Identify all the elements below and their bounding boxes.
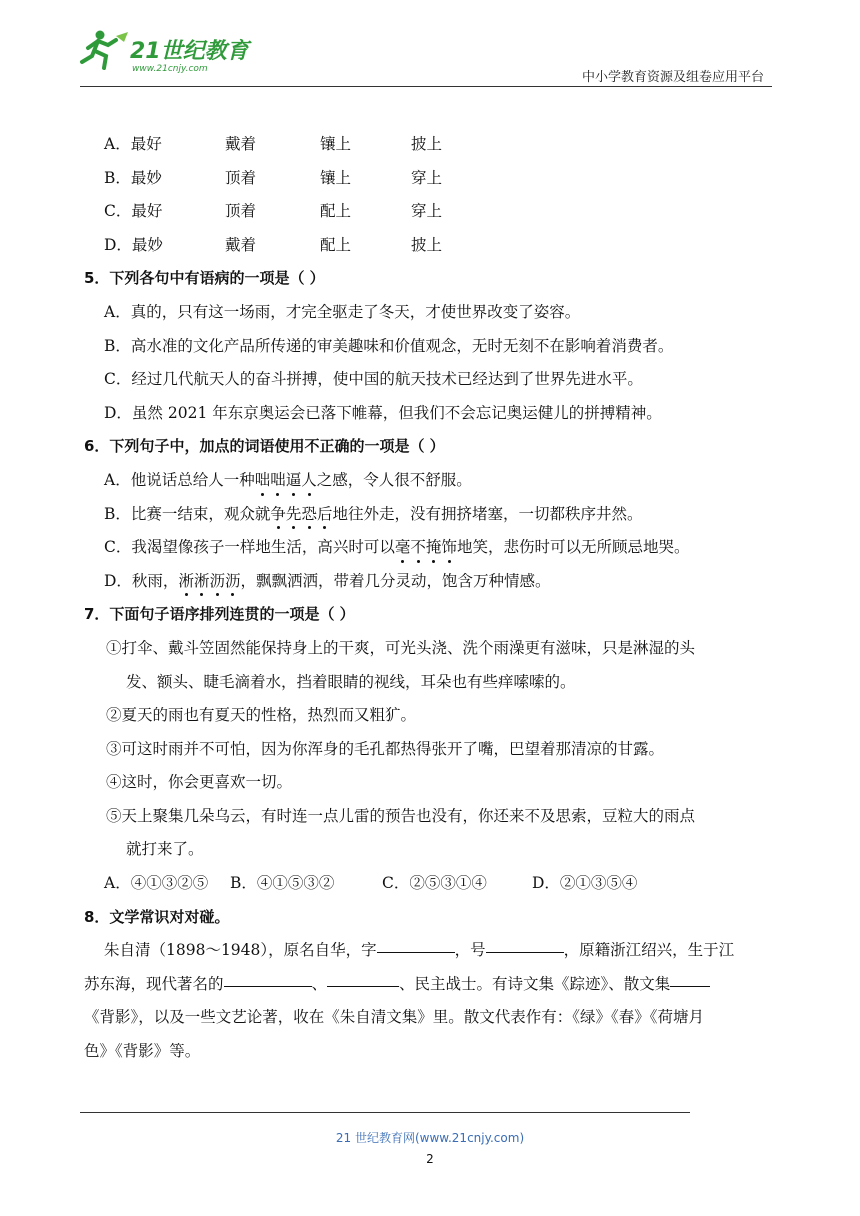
- footer-divider: [80, 1112, 690, 1113]
- answer-blank-identity-2[interactable]: [327, 985, 399, 987]
- dotted-char: 淅: [194, 565, 210, 599]
- site-logo: [78, 26, 258, 76]
- q6-option-d: D．秋雨，淅淅沥沥，飘飘洒洒，带着几分灵动，饱含万种情感。: [84, 565, 784, 599]
- dotted-char: 后: [317, 498, 333, 532]
- dotted-char: 争: [270, 498, 286, 532]
- q7-sentence-3: ③可这时雨并不可怕，因为你浑身的毛孔都热得张开了嘴，巴望着那清凉的甘露。: [106, 739, 665, 758]
- answer-blank-identity-1[interactable]: [224, 985, 312, 987]
- q7-option-c: C．②⑤③①④: [382, 874, 487, 893]
- q7-sentence-1-cont: 发、额头、睫毛滴着水，挡着眼睛的视线，耳朵也有些痒嗦嗦的。: [126, 672, 576, 691]
- q7-option-a: A．④①③②⑤: [104, 874, 209, 893]
- q4-option-b: B．最妙 顶着 镶上 穿上: [104, 168, 443, 187]
- dotted-char: 咄: [270, 464, 286, 498]
- q7-sentence-2: ②夏天的雨也有夏天的性格，热烈而又粗犷。: [106, 706, 417, 725]
- dotted-char: 饰: [441, 531, 457, 565]
- dotted-char: 逼: [286, 464, 302, 498]
- runner-icon: [82, 31, 128, 69]
- dotted-char: 咄: [255, 464, 271, 498]
- q7-sentence-5-cont: 就打来了。: [126, 840, 204, 859]
- page-number: 2: [426, 1152, 434, 1166]
- q4-option-a: A．最好 戴着 镶上 披上: [104, 135, 443, 153]
- q4-option-c: C．最好 顶着 配上 穿上: [104, 202, 443, 221]
- dotted-char: 人: [301, 464, 317, 498]
- platform-name: 中小学教育资源及组卷应用平台: [581, 70, 764, 85]
- dotted-char: 沥: [209, 565, 225, 599]
- page-content: [84, 128, 784, 1069]
- q6-option-a: A．他说话总给人一种咄咄逼人之感，令人很不舒服。: [84, 464, 784, 498]
- dotted-char: 沥: [225, 565, 241, 599]
- q5-option-d: D．虽然 2021 年东京奥运会已落下帷幕，但我们不会忘记奥运健儿的拼搏精神。: [104, 403, 662, 422]
- footer-site-link[interactable]: 21 世纪教育网(www.21cnjy.com): [335, 1131, 525, 1145]
- q6-option-b: B．比赛一结束，观众就争先恐后地往外走，没有拥挤堵塞，一切都秩序井然。: [84, 498, 784, 532]
- q5-stem: 5．下列各句中有语病的一项是（ ）: [84, 269, 325, 288]
- q7-sentence-4: ④这时，你会更喜欢一切。: [106, 773, 293, 792]
- dotted-char: 恐: [301, 498, 317, 532]
- q6-option-c: C．我渴望像孩子一样地生活，高兴时可以毫不掩饰地笑，悲伤时可以无所顾忌地哭。: [84, 531, 784, 565]
- q7-sentence-5: ⑤天上聚集几朵乌云，有时连一点儿雷的预告也没有，你还来不及思索，豆粒大的雨点: [106, 806, 696, 825]
- dotted-char: 先: [286, 498, 302, 532]
- q8-paragraph-line-2: 苏东海，现代著名的 、 、民主战士。有诗文集《踪迹》、散文集: [84, 968, 784, 1002]
- logo-text: 21世纪教育: [130, 39, 249, 64]
- q6-stem: 6．下列句子中，加点的词语使用不正确的一项是（ ）: [84, 437, 445, 456]
- answer-blank-pen-name[interactable]: [486, 951, 564, 953]
- q8-paragraph-line-1: 朱自清（1898～1948），原名自华，字 ，号 ，原籍浙江绍兴，生于江: [104, 941, 735, 960]
- q7-option-b: B．④①⑤③②: [230, 874, 335, 893]
- q7-sentence-1: ①打伞、戴斗笠固然能保持身上的干爽，可光头浇、洗个雨澡更有滋味，只是淋湿的头: [106, 638, 696, 657]
- q5-option-c: C．经过几代航天人的奋斗拼搏，使中国的航天技术已经达到了世界先进水平。: [104, 370, 643, 389]
- header-divider: [80, 86, 772, 87]
- q4-option-d: D．最妙 戴着 配上 披上: [104, 235, 443, 254]
- dotted-char: 淅: [178, 565, 194, 599]
- dotted-char: 毫: [395, 531, 411, 565]
- q5-option-a: A．真的，只有这一场雨，才完全驱走了冬天，才使世界改变了姿容。: [104, 302, 581, 321]
- answer-blank-courtesy-name[interactable]: [377, 951, 455, 953]
- q8-stem: 8．文学常识对对碰。: [84, 907, 230, 926]
- answer-blank-prose-collection[interactable]: [670, 985, 710, 987]
- q7-options: [84, 867, 784, 901]
- q8-paragraph-line-4: 色》《背影》等。: [84, 1042, 201, 1061]
- logo-url: www.21cnjy.com: [132, 64, 208, 74]
- q8-paragraph-line-3: 《背影》，以及一些文艺论著，收在《朱自清文集》里。散文代表作有：《绿》《春》《荷塘月: [84, 1008, 705, 1027]
- dotted-char: 不: [410, 531, 426, 565]
- q7-stem: 7．下面句子语序排列连贯的一项是（ ）: [84, 605, 355, 624]
- q5-option-b: B．高水准的文化产品所传递的审美趣味和价值观念，无时无刻不在影响着消费者。: [104, 336, 674, 355]
- dotted-char: 掩: [426, 531, 442, 565]
- q7-option-d: D．②①③⑤④: [532, 874, 638, 893]
